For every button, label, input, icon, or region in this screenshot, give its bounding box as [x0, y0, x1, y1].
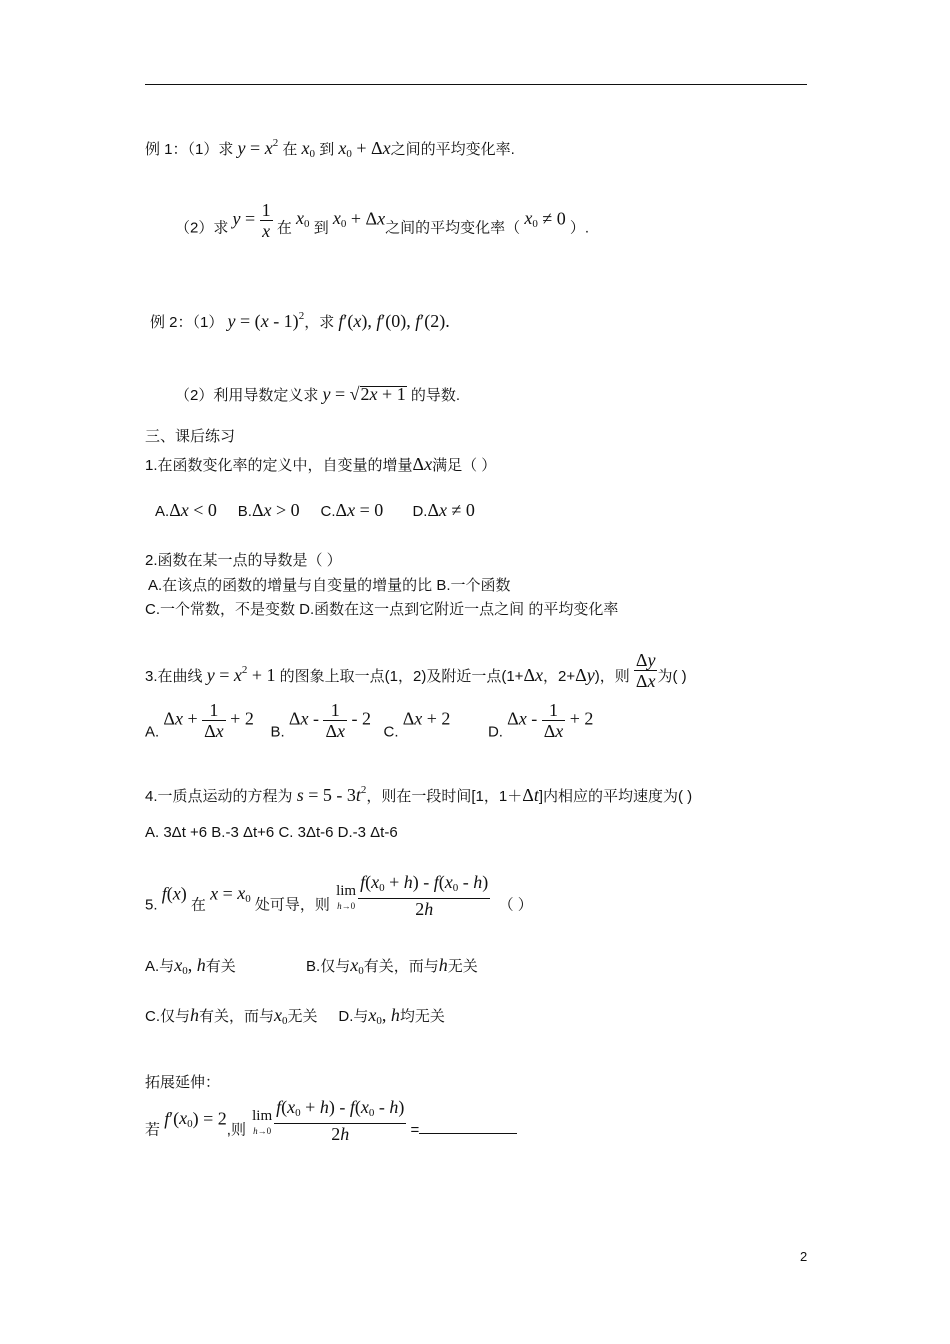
practice-heading: 三、课后练习 — [145, 428, 236, 445]
ex1-line1: 例 1：（1）求 $y = x^2$ 在 $x_0$ 到 $x_0 + \Delta x$之间的平均变化率. — [145, 137, 515, 160]
answer-blank[interactable] — [419, 1119, 517, 1134]
q2-options-line1: A.在该点的函数的增量与自变量的增量的比 B.一个函数 — [148, 577, 511, 594]
q5-stem: 5. f(x) 在 $x = x_0$ 处可导，则 lim h→0 $\frac{f(x_0 + h) - f(x_0 - h)}{2h}$ （ ） — [145, 872, 533, 919]
ex2-label: 例 2： — [150, 314, 193, 331]
fraction-1-over-x: $\frac{1}{x}$ — [261, 200, 271, 241]
q2-stem: 2.函数在某一点的导数是（ ） — [145, 552, 342, 569]
q2-options-line2: C.一个常数，不是变数 D.函数在这一点到它附近一点之间 的平均变化率 — [145, 601, 619, 618]
q4-options: A. 3Δt +6 B.-3 Δt+6 C. 3Δt-6 D.-3 Δt-6 — [145, 824, 398, 841]
q1-options: A.Δx < 0 B.Δx > 0 C.Δx = 0 D.Δx ≠ 0 — [155, 500, 475, 520]
q3-stem: 3.在曲线 $y = x^2 + 1$ 的图象上取一点(1，2)及附近一点(1+Δx，2+Δy)，则 $\frac{\Delta y}{\Delta x}$ 为( ) — [145, 650, 687, 691]
ex2-line1: 例 2：（1） y = (x - 1)$^2$，求 f′(x), f′(0), f′(2). — [150, 310, 450, 331]
fraction-dy-dx: $\frac{\Delta y}{\Delta x}$ — [635, 650, 656, 691]
formula-y-x2: y — [237, 138, 246, 158]
header-rule — [145, 84, 807, 85]
extension-problem: 若 $f'(x_0) = 2$,则 lim h→0 $\frac{f(x_0 + h) - f(x_0 - h)}{2h}$ = — [145, 1097, 517, 1144]
ex1-line2: （2）求 y = $\frac{1}{x}$ 在 $x_0$ 到 $x_0 + \Delta x$之间的平均变化率（ $x_0 \ne 0$ ）. — [175, 200, 590, 241]
q1-stem: 1.在函数变化率的定义中，自变量的增量Δx满足（ ） — [145, 454, 497, 474]
q5-options-cd: C.仅与h有关，而与$x_0$无关 D.与$x_0$, h均无关 — [145, 1005, 445, 1027]
page-number: 2 — [800, 1249, 808, 1264]
q4-stem: 4.一质点运动的方程为 $s = 5 - 3t^2$，则在一段时间[1，1＋Δt]内相应的平均速度为( ) — [145, 784, 693, 805]
q5-options-ab: A.与$x_0$, h有关 B.仅与$x_0$有关，而与h无关 — [145, 955, 478, 977]
ex1-label: 例 1： — [145, 141, 188, 158]
extension-heading: 拓展延伸： — [145, 1074, 221, 1091]
limit-expression: lim h→0 — [336, 882, 357, 911]
q3-options: A. Δx + $\frac{1}{\Delta x}$ + 2 B. Δx - $\frac{1}{\Delta x}$ - 2 C. Δx + 2 D. Δx - $\frac{1}{\Delta x}$ + 2 — [145, 700, 594, 741]
ex2-line2: （2）利用导数定义求 y = √2x + 1 的导数. — [175, 384, 461, 404]
